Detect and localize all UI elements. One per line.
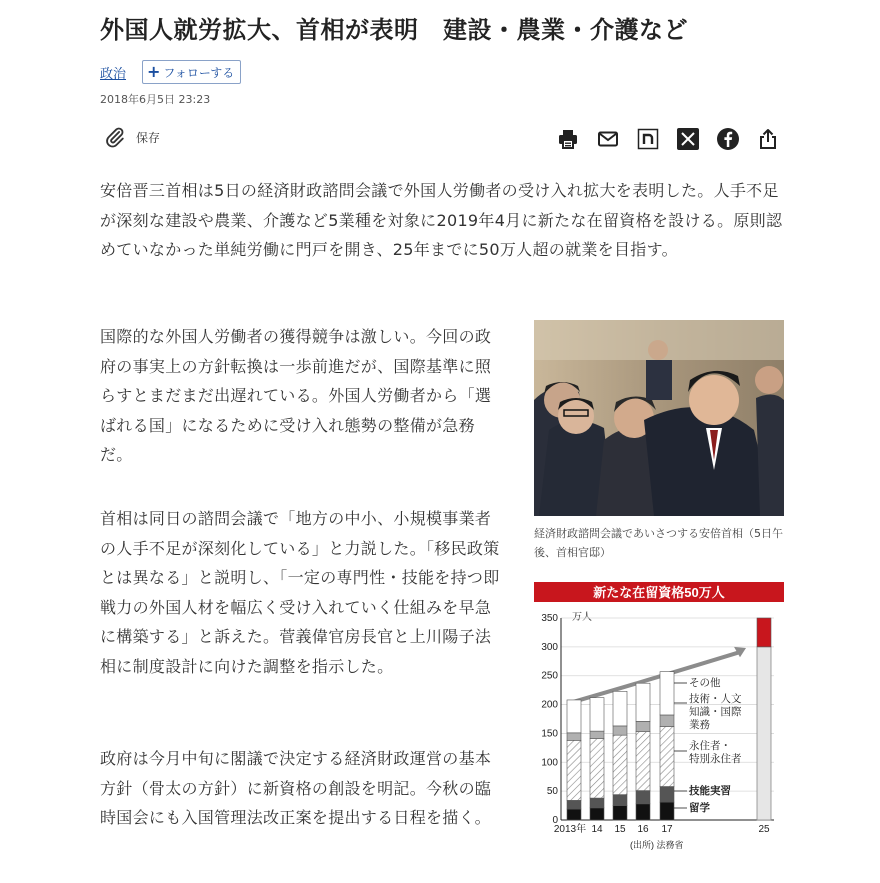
share-icon[interactable]	[756, 127, 780, 151]
x-tick-label: 2013年	[553, 824, 587, 835]
y-tick-label: 250	[541, 670, 558, 682]
bar-segment	[660, 715, 674, 727]
bar-segment	[567, 700, 581, 733]
legend-label: 特別永住者	[689, 753, 742, 765]
chart-container	[534, 582, 784, 852]
save-label: 保存	[136, 130, 161, 145]
bar-segment	[567, 733, 581, 741]
legend-label: 留学	[689, 802, 710, 814]
x-icon[interactable]	[676, 127, 700, 151]
bar-segment	[590, 798, 604, 808]
bar-chart	[534, 582, 784, 852]
chart-unit: 万人	[572, 612, 592, 623]
y-tick-label: 200	[541, 699, 558, 711]
bar-segment	[636, 683, 650, 721]
x-tick-label: 14	[591, 824, 603, 835]
note-icon[interactable]	[636, 127, 660, 151]
plus-icon: +	[147, 62, 161, 81]
bar-segment	[636, 791, 650, 804]
legend-label: 業務	[689, 719, 710, 731]
bar-segment	[613, 806, 627, 820]
bar-segment	[660, 672, 674, 715]
bar-segment	[613, 726, 627, 735]
facebook-icon[interactable]	[716, 127, 740, 151]
y-tick-label: 300	[541, 641, 558, 653]
legend-label: その他	[689, 677, 721, 689]
save-button[interactable]	[104, 126, 160, 148]
y-tick-label: 100	[541, 757, 558, 769]
photo-caption: 経済財政諮問会議であいさつする安倍首相（5日午後、首相官邸）	[534, 527, 783, 559]
article-title: 外国人就労拡大、首相が表明 建設・農業・介護など	[100, 16, 688, 44]
legend-label: 技術・人文	[689, 693, 742, 705]
bar-segment	[613, 795, 627, 806]
article-meta	[100, 60, 241, 84]
legend-label: 知識・国際	[689, 706, 742, 718]
article-paragraph-1: 国際的な外国人労働者の獲得競争は激しい。今回の政府の事実上の方針転換は一歩前進だが、国際基準に照らすとまだまだ出遅れている。外国人労働者から「選ばれる国」になるために受け入れ態勢の整備が急務だ。	[100, 327, 492, 464]
follow-button[interactable]	[142, 60, 241, 84]
bar-segment	[590, 808, 604, 820]
publish-date: 2018年6月5日 23:23	[100, 93, 211, 106]
article-photo	[534, 320, 784, 516]
bar-segment	[590, 739, 604, 798]
bar-segment	[757, 618, 771, 647]
y-tick-label: 350	[541, 613, 558, 624]
bar-segment	[590, 698, 604, 731]
chart-title: 新たな在留資格50万人	[593, 585, 725, 600]
legend-label: 永住者・	[689, 740, 731, 752]
bar-segment	[567, 740, 581, 800]
print-icon[interactable]	[556, 127, 580, 151]
bar-segment	[660, 802, 674, 820]
article-paragraph-3: 政府は今月中旬に閣議で決定する経済財政運営の基本方針（骨太の方針）に新資格の創設を明記。今秋の臨時国会にも入国管理法改正案を提出する日程を描く。	[100, 749, 492, 827]
y-tick-label: 150	[541, 728, 558, 740]
bar-segment	[636, 732, 650, 791]
paperclip-icon	[104, 126, 126, 148]
article-lead: 安倍晋三首相は5日の経済財政諮問会議で外国人労働者の受け入れ拡大を表明した。人手不足が深刻な建設や農業、介護など5業種を対象に2019年4月に新たな在留資格を設ける。原則認めていなかった単純労働に門戸を開き、25年までに50万人超の就業を目指す。	[100, 181, 783, 259]
bar-segment	[567, 809, 581, 820]
bar-segment	[590, 731, 604, 739]
y-tick-label: 0	[552, 815, 558, 826]
bar-segment	[613, 735, 627, 794]
bar-segment	[660, 727, 674, 787]
bar-2025-base	[757, 647, 771, 820]
legend-label: 技能実習	[689, 785, 731, 797]
bar-segment	[660, 787, 674, 803]
share-toolbar	[556, 127, 780, 151]
x-tick-label: 17	[661, 824, 673, 835]
bar-segment	[613, 691, 627, 726]
bar-segment	[567, 800, 581, 809]
chart-source: (出所) 法務省	[630, 840, 684, 850]
x-tick-label: 15	[614, 824, 626, 835]
bar-segment	[636, 804, 650, 820]
mail-icon[interactable]	[596, 127, 620, 151]
y-tick-label: 50	[546, 786, 558, 798]
x-tick-label: 16	[637, 824, 649, 835]
x-tick-label: 25	[758, 824, 770, 835]
topic-link[interactable]: 政治	[100, 66, 127, 82]
article-paragraph-2: 首相は同日の諮問会議で「地方の中小、小規模事業者の人手不足が深刻化している」と力説した。「移民政策とは異なる」と説明し、「一定の専門性・技能を持つ即戦力の外国人材を幅広く受け入れていく仕組みを早急に構築する」と訴えた。菅義偉官房長官と上川陽子法相に制度設計に向けた調整を指示した。	[100, 509, 500, 676]
bar-segment	[636, 721, 650, 731]
follow-button-label: フォローする	[163, 65, 235, 80]
